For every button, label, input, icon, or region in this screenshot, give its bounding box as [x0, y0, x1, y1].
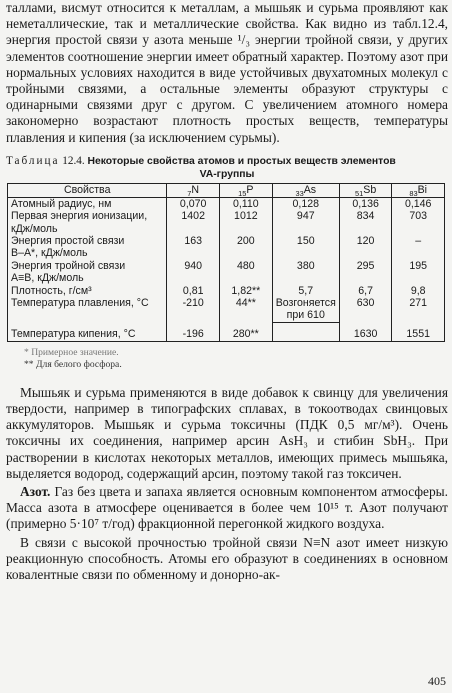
table-row: [8, 297, 445, 322]
cell-value: 0,81: [167, 285, 220, 297]
row-property: Температура кипения, °С: [8, 322, 167, 341]
nitrogen-heading: Азот.: [20, 484, 51, 500]
table-caption: [6, 155, 448, 181]
cell-value: 703: [392, 210, 445, 235]
cell-value: -196: [167, 322, 220, 341]
footnote-white-phosphorus: ** Для белого фосфора.: [24, 358, 122, 370]
cell-value: 947: [272, 210, 339, 235]
page-number: 405: [428, 674, 446, 688]
table-header-row: [8, 183, 445, 197]
row-property: Энергия простой связи В–А*, кДж/моль: [8, 235, 167, 260]
footnote-approx: * Примерное значение.: [24, 346, 119, 358]
cell-value: 940: [167, 260, 220, 285]
cell-value: –: [392, 235, 445, 260]
cell-value: 0,136: [339, 197, 392, 210]
row-property: Энергия тройной связи А≡В, кДж/моль: [8, 260, 167, 285]
paragraph-triple-bond: В связи с высокой прочностью тройной связи N≡N азот имеет низкую реакционную способность. Атомы его образуют в соединениях в основном ковалентные связи по обменному и донорно-ак-: [6, 534, 448, 583]
cell-value: 150: [272, 235, 339, 260]
cell-value: 295: [339, 260, 392, 285]
cell-value: 0,070: [167, 197, 220, 210]
cell-value: 6,7: [339, 285, 392, 297]
header-element: $_{51}$Sb: [339, 183, 392, 197]
caption-title: Некоторые свойства атомов и простых веществ элементов: [87, 155, 396, 167]
cell-value: 1,82**: [219, 285, 272, 297]
header-property: Свойства: [8, 183, 167, 197]
table-row: [8, 260, 445, 285]
header-element: $_{15}$P: [219, 183, 272, 197]
row-property: Атомный радиус, нм: [8, 197, 167, 210]
cell-value: -210: [167, 297, 220, 322]
cell-value: Возгоняется при 610: [272, 297, 339, 322]
cell-value: [272, 322, 339, 341]
cell-value: 5,7: [272, 285, 339, 297]
cell-value: 0,110: [219, 197, 272, 210]
cell-value: 480: [219, 260, 272, 285]
caption-label: Таблица: [6, 154, 60, 167]
cell-value: 9,8: [392, 285, 445, 297]
row-property: Первая энергия ионизации, кДж/моль: [8, 210, 167, 235]
table-row: [8, 197, 445, 210]
table-row: [8, 322, 445, 341]
table-row: [8, 285, 445, 297]
cell-value: 271: [392, 297, 445, 322]
cell-value: 120: [339, 235, 392, 260]
paragraph-intro: таллами, висмут относится к металлам, а мышьяк и сурьма проявляют как неметаллические, так и металлические свойства. Как видно из табл.12.4, энергия простой связи у азота меньше ¹/₃ энергии тройной связи, у других элементов соотношение энергии имеет обратный характер. Поэтому азот при нормальных условиях находится в виде устойчивых двухатомных молекул с тройными связями, а остальные элементы образуют структуры с одинарными связями друг с другом. С увеличением атомного номера закономерно возрастают плотность простых веществ, температуры плавления и кипения (за исключением сурьмы).: [6, 0, 448, 145]
header-element: $_{83}$Bi: [392, 183, 445, 197]
header-element: $_{33}$As: [272, 183, 339, 197]
paragraph-arsenic-antimony: Мышьяк и сурьма применяются в виде добавок к свинцу для увеличения твердости, например в типографских сплавах, в токоотводах свинцовых аккумуляторов. Мышьяк и сурьма токсичны (ПДК 0,5 мг/м³). Очень токсичны их соединения, например арсин AsH₃ и стибин SbH₃. При растворении в кислотах некоторых металлов, имеющих примесь мышьяка, выделяется водород, содержащий арсин, поэтому такой газ токсичен.: [6, 384, 448, 481]
cell-value: 1012: [219, 210, 272, 235]
caption-group: VA-группы: [199, 168, 255, 180]
table-footnotes: [24, 347, 448, 371]
cell-value: 380: [272, 260, 339, 285]
cell-value: 0,128: [272, 197, 339, 210]
properties-table: [7, 183, 445, 342]
cell-value: 1402: [167, 210, 220, 235]
page: [6, 0, 448, 583]
cell-value: 44**: [219, 297, 272, 322]
table-row: [8, 210, 445, 235]
cell-value: 200: [219, 235, 272, 260]
cell-value: 163: [167, 235, 220, 260]
cell-value: 0,146: [392, 197, 445, 210]
cell-value: 630: [339, 297, 392, 322]
cell-value: 1551: [392, 322, 445, 341]
cell-value: 834: [339, 210, 392, 235]
cell-value: 280**: [219, 322, 272, 341]
header-element: $_7$N: [167, 183, 220, 197]
cell-value: 195: [392, 260, 445, 285]
cell-value: 1630: [339, 322, 392, 341]
caption-number: 12.4.: [62, 154, 85, 167]
row-property: Температура плавления, °С: [8, 297, 167, 322]
paragraph-nitrogen: Азот. Газ без цвета и запаха является основным компонентом атмосферы. Масса азота в атмосфере оценивается в более чем 10¹⁵ т. Азот получают (примерно 5·10⁷ т/год) фракционной перегонкой жидкого воздуха.: [6, 484, 448, 532]
row-property: Плотность, г/см³: [8, 285, 167, 297]
table-row: [8, 235, 445, 260]
